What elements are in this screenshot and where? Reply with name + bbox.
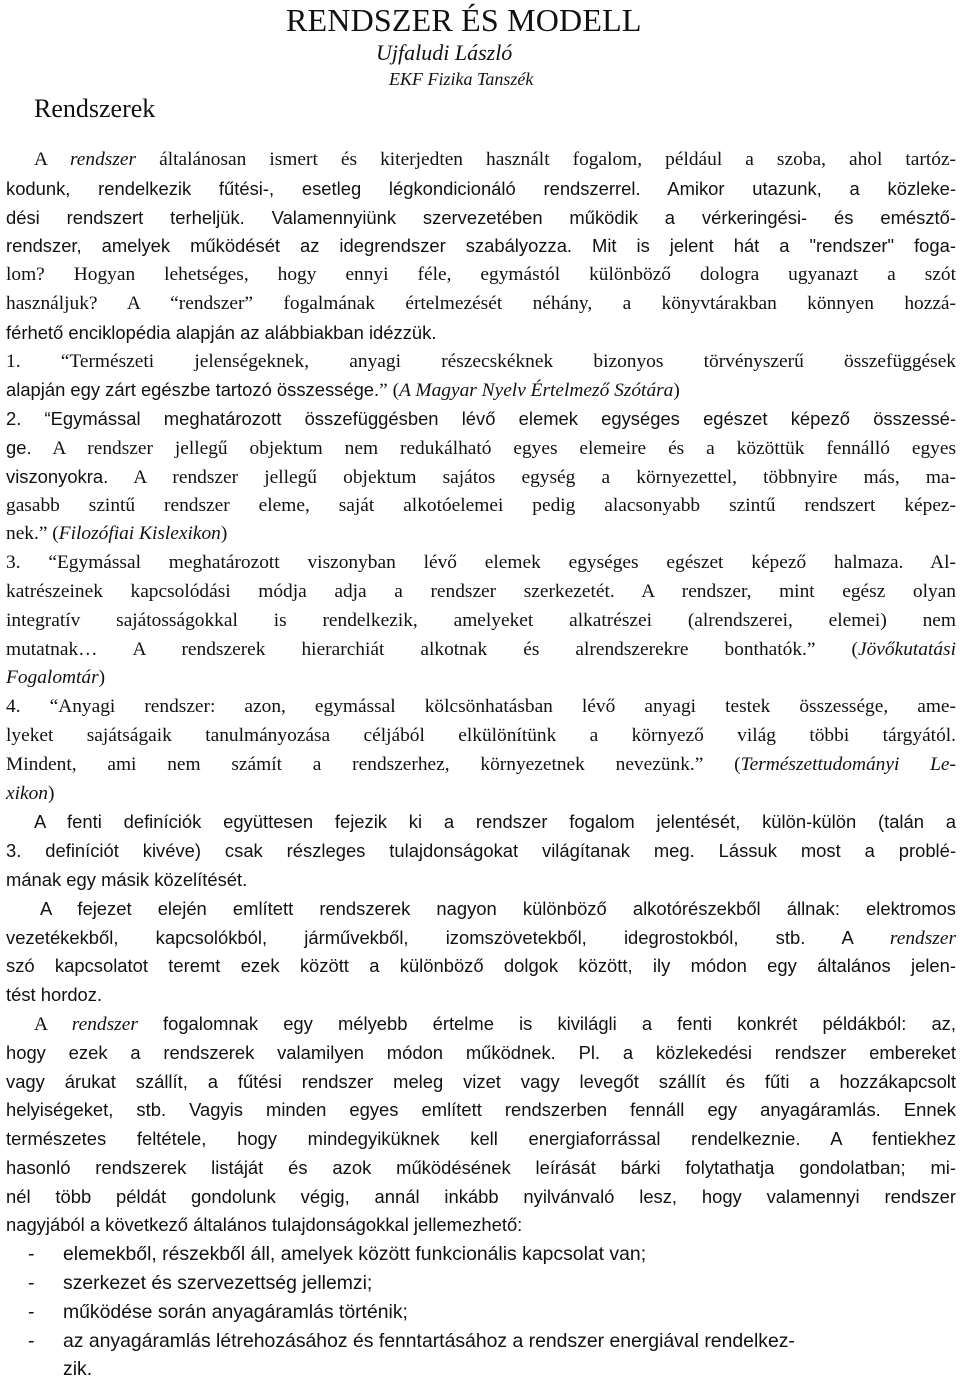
text-run: nek.” ( bbox=[6, 523, 59, 545]
definition-3-line-1: 3. “Egymással meghatározott viszonyban lévő elemek egységes egészet képező halmaza. Al- bbox=[6, 552, 956, 574]
source-citation: xikon bbox=[6, 782, 48, 804]
text-run: általánosan ismert és kiterjedten használt fogalom, például a szoba, ahol tartóz- bbox=[136, 149, 957, 170]
paragraph-3-line-1: A fejezet elején említett rendszerek nagyon különböző alkotórészekből állnak: elektromos bbox=[40, 897, 956, 919]
emphasis-rendszer: rendszer bbox=[71, 1013, 138, 1035]
text-run: A rendszer jellegű objektum sajátos egység a környezettel, többnyire más, ma- bbox=[108, 466, 956, 488]
paragraph-4-line-5: természetes feltétele, hogy mindegyiküknek kell energiaforrással rendelkeznie. A fentiekhez bbox=[6, 1128, 956, 1150]
paragraph-3-line-2 bbox=[6, 924, 956, 953]
text-run: vezetékekből, kapcsolókból, járművekből, izomszövetekből, idegrostokból, stb. A bbox=[6, 926, 890, 948]
text-run: Mindent, ami nem számít a rendszerhez, környezetnek nevezünk.” ( bbox=[6, 753, 741, 775]
text-run: használjuk? bbox=[6, 292, 98, 314]
source-citation: Filozófiai Kislexikon bbox=[58, 523, 221, 545]
paragraph-1-line-2: kodunk, rendelkezik fűtési-, esetleg légkondicionáló rendszerrel. Amikor utazunk, a közleke- bbox=[6, 177, 956, 199]
list-item-text: működése során anyagáramlás történik; bbox=[63, 1300, 408, 1323]
text-run: A rendszer jellegű objektum nem redukálható egyes elemeire és a közöttük fennálló egyes bbox=[31, 437, 956, 459]
text-run: Mit is jelent hát a "rendszer" foga- bbox=[572, 235, 956, 257]
text-run: ” ( bbox=[379, 380, 400, 402]
list-item bbox=[6, 1269, 956, 1298]
text-run: viszonyokra. bbox=[6, 465, 109, 487]
paragraph-4-line-1 bbox=[6, 1010, 956, 1039]
paragraph-1-line-4 bbox=[6, 232, 956, 261]
text-run: ) bbox=[220, 523, 228, 545]
list-item-text: szerkezet és szervezettség jellemzi; bbox=[63, 1272, 373, 1295]
text-run: ) bbox=[673, 380, 680, 402]
definition-2-line-2 bbox=[6, 434, 956, 463]
definition-2-line-4: gasabb szintű rendszer eleme, saját alkotóelemei pedig alacsonyabb szintű rendszert képez- bbox=[6, 494, 956, 516]
text-run: A “rendszer” fogalmának értelmezését néhány, a könyvtárakban könnyen hozzá- bbox=[97, 292, 956, 314]
emphasis-rendszer: rendszer bbox=[69, 149, 137, 170]
paragraph-2-line-1: A fenti definíciók együttesen fejezik ki a rendszer fogalom jelentését, külön-külön (talán a bbox=[34, 811, 956, 833]
text-run: mutatnak… A rendszerek hierarchiát alkotnak és alrendszerekre bonthatók.” ( bbox=[6, 638, 858, 660]
source-citation: A Magyar Nyelv Értelmező Szótára bbox=[399, 380, 674, 402]
definition-3-line-2: katrészeinek kapcsolódási módja adja a rendszer szerkezetét. A rendszer, mint egész olyan bbox=[6, 580, 956, 602]
paragraph-1-line-6 bbox=[6, 290, 956, 319]
paragraph-4-line-4: helyiségeket, stb. Vagyis minden egyes említett rendszerben fennáll egy anyagáramlás. Ennek bbox=[6, 1099, 956, 1121]
list-item-continuation: zik. bbox=[63, 1358, 93, 1381]
definition-2-line-1: 2. “Egymással meghatározott összefüggésben lévő elemek egységes egészet képező összessé- bbox=[6, 408, 956, 430]
document-body bbox=[6, 146, 956, 1384]
definition-4-line-2: lyeket sajátságaik tanulmányozása céljából elkülönítünk a környező világ többi tárgyától. bbox=[6, 724, 956, 746]
paragraph-1-line-7: férhető enciklopédia alapján az alábbiakban idézzük. bbox=[6, 321, 437, 343]
source-citation: Fogalomtár bbox=[6, 667, 99, 689]
source-citation: Természettudományi Le- bbox=[740, 753, 956, 775]
paragraph-4-line-8: nagyjából a következő általános tulajdonságokkal jellemezhető: bbox=[6, 1214, 523, 1236]
section-heading: Rendszerek bbox=[34, 94, 156, 123]
list-bullet: - bbox=[28, 1300, 35, 1323]
definition-1-line-2 bbox=[6, 376, 956, 405]
paragraph-4-line-6: hasonló rendszerek listáját és azok működésének leírását bárki folytathatja gondolatban; mi- bbox=[6, 1156, 956, 1178]
list-item-text: az anyagáramlás létrehozásához és fenntartásához a rendszer energiával rendelkez- bbox=[63, 1329, 795, 1352]
list-item bbox=[6, 1327, 956, 1356]
list-bullet: - bbox=[28, 1243, 35, 1266]
paragraph-4-line-3: vagy árukat szállít, a fűtési rendszer meleg vizet vagy levegőt szállít és fűti a hozzákapcsolt bbox=[6, 1070, 956, 1092]
list-bullet: - bbox=[28, 1272, 35, 1295]
definition-3-line-3: integratív sajátosságokkal is rendelkezik, amelyeket alkatrészei (alrendszerei, elemei) nem bbox=[6, 609, 956, 631]
paragraph-1-line-1 bbox=[6, 146, 956, 175]
list-bullet: - bbox=[28, 1329, 35, 1352]
text-run: ) bbox=[98, 667, 106, 689]
definition-1-line-1: 1. “Természeti jelenségeknek, anyagi részecskéknek bizonyos törvényszerű összefüggések bbox=[6, 350, 956, 372]
definition-2-line-5 bbox=[6, 520, 956, 549]
source-citation: Jövőkutatási bbox=[857, 638, 956, 660]
text-run: fogalomnak egy mélyebb értelme is kivilágli a fenti konkrét példákból: az, bbox=[137, 1012, 956, 1034]
paragraph-2-line-2: 3. definíciót kivéve) csak részleges tulajdonságokat világítanak meg. Lássuk most a problé- bbox=[6, 840, 956, 862]
text-run: alapján egy zárt egészbe tartozó összessége. bbox=[6, 379, 380, 401]
paragraph-1-line-5: lom? Hogyan lehetséges, hogy ennyi féle, egymástól különböző dologra ugyanazt a szót bbox=[6, 264, 956, 286]
emphasis-rendszer: rendszer bbox=[889, 927, 956, 949]
text-run: rendszer, amelyek működését az idegrendszer szabályozza. bbox=[6, 235, 573, 257]
definition-3-line-5 bbox=[6, 664, 956, 693]
definition-4-line-4 bbox=[6, 780, 956, 809]
paragraph-4-line-2: hogy ezek a rendszerek valamilyen módon működnek. Pl. a közlekedési rendszer embereket bbox=[6, 1041, 956, 1063]
paragraph-2-line-3: mának egy másik közelítését. bbox=[6, 868, 248, 890]
text-run: A bbox=[34, 1013, 72, 1035]
author-affiliation: EKF Fizika Tanszék bbox=[389, 69, 534, 89]
definition-3-line-4 bbox=[6, 636, 956, 665]
author-name: Ujfaludi László bbox=[376, 40, 513, 65]
definition-4-line-1: 4. “Anyagi rendszer: azon, egymással kölcsönhatásban lévő anyagi testek összessége, ame- bbox=[6, 696, 956, 718]
paragraph-3-line-3: szó kapcsolatot teremt ezek között a különböző dolgok között, ily módon egy általános jelen- bbox=[6, 955, 956, 977]
list-item bbox=[6, 1298, 956, 1327]
paragraph-1-line-3: dési rendszert terheljük. Valamennyiünk szervezetében működik a vérkeringési- és emésztő- bbox=[6, 206, 956, 228]
definition-4-line-3 bbox=[6, 751, 956, 780]
list-item-text: elemekből, részekből áll, amelyek között funkcionális kapcsolat van; bbox=[63, 1243, 647, 1266]
definition-2-line-3 bbox=[6, 463, 956, 492]
text-run: ge. bbox=[6, 436, 32, 458]
list-item bbox=[6, 1240, 956, 1269]
paragraph-3-line-4: tést hordoz. bbox=[6, 984, 103, 1006]
text-run: A bbox=[34, 149, 70, 170]
text-run: ) bbox=[48, 782, 55, 804]
document-title: RENDSZER ÉS MODELL bbox=[286, 2, 642, 38]
paragraph-4-line-7: nél több példát gondolunk végig, annál inkább nyilvánvaló lesz, hogy valamennyi rendszer bbox=[6, 1185, 956, 1207]
